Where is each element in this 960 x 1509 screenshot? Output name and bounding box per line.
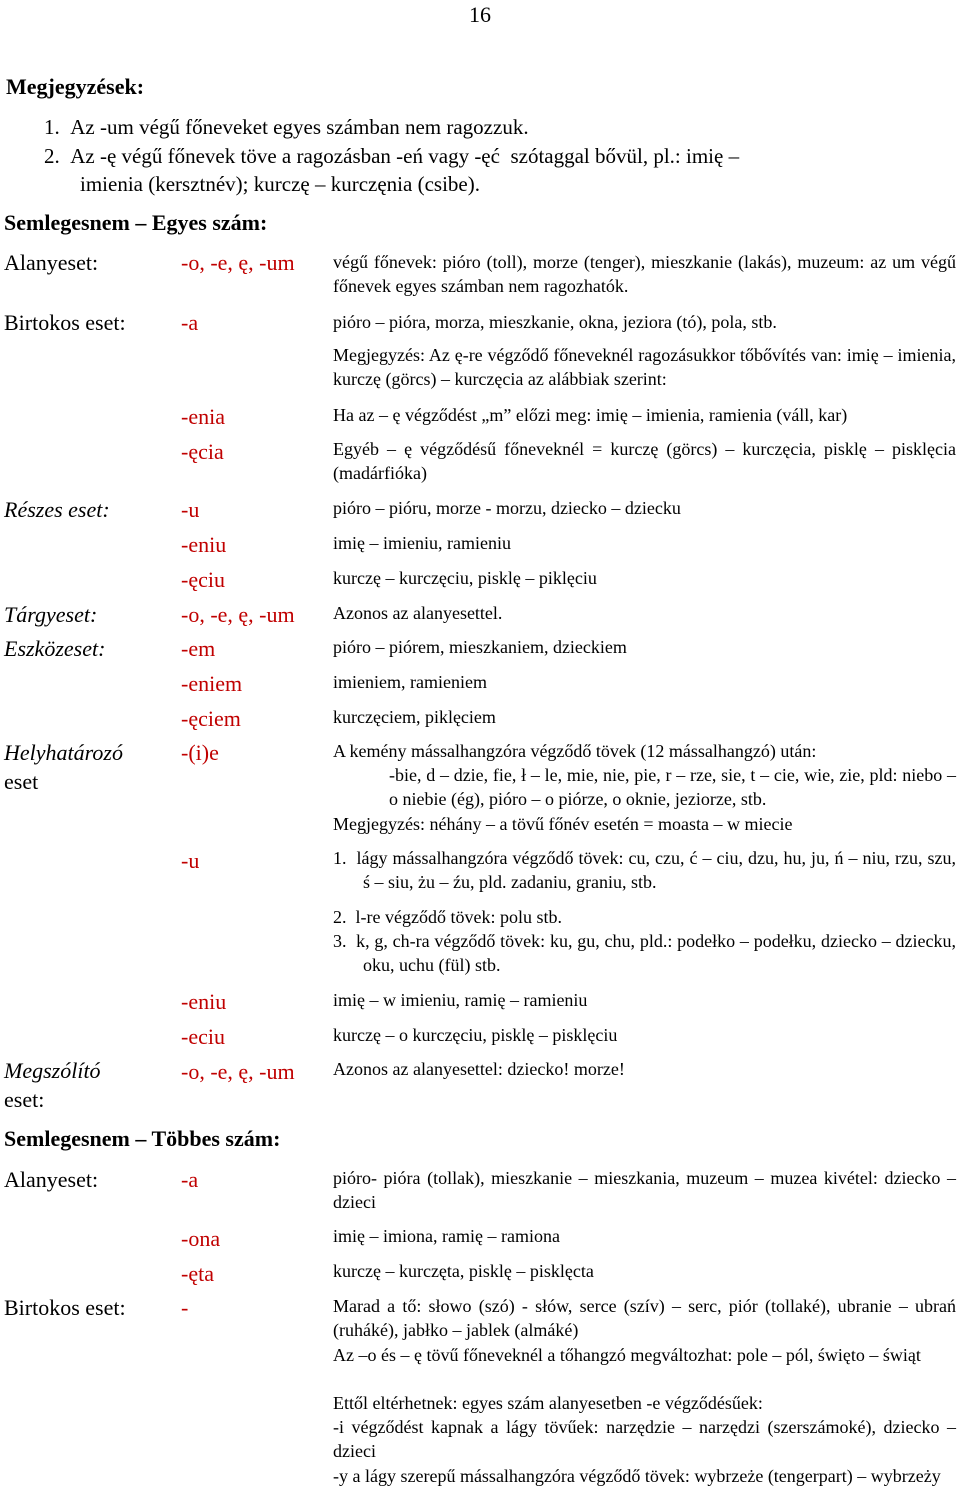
pl-gen-desc-2: Az –o és – ę tövű főneveknél a tőhangzó megváltozhat: pole – pól, święto – świąt [333,1345,921,1365]
sg-loc-suffix-1: -(i)e [181,740,219,765]
sg-gen-label: Birtokos eset: [4,310,126,335]
sg-loc-desc-1c: Megjegyzés: néhány – a tövű főnév esetén = moasta – w miecie [333,814,793,834]
notes-title: Megjegyzések: [6,74,145,99]
sg-dat-suffix-2: -eniu [181,532,227,557]
sg-dat-suffix-1: -u [181,497,200,522]
sg-ins-desc-2: imieniem, ramieniem [333,672,487,692]
page-number: 16 [469,2,491,27]
sg-gen-desc-1: pióro – pióra, morza, mieszkanie, okna, jeziora (tó), pola, stb. [333,312,777,332]
sg-loc-desc-2c: 3. k, g, ch-ra végződő tövek: ku, gu, chu, pld.: podełko – podełku, dziecko – dziecku, oku, uchu (fül) stb. [333,931,956,975]
sg-loc-suffix-3: -eniu [181,989,227,1014]
sg-gen-desc-3: Ha az – ę végződést „m” előzi meg: imię – imienia, ramienia (váll, kar) [333,405,848,425]
sg-ins-suffix-1: -em [181,636,216,661]
sg-nom-desc: végű főnevek: pióro (toll), morze (tenger), mieszkanie (lakás), muzeum: az um végű főnevek egyes számban nem ragozhatók. [333,252,956,296]
sg-loc-desc-4: kurczę – o kurczęciu, pisklę – pisklęciu [333,1025,618,1045]
sg-acc-label: Tárgyeset: [4,602,98,627]
sg-voc-desc: Azonos az alanyesettel: dziecko! morze! [333,1059,625,1079]
sg-gen-suffix-2: -enia [181,404,225,429]
singular-title: Semlegesnem – Egyes szám: [4,210,268,235]
sg-nom-label: Alanyeset: [4,250,99,275]
sg-loc-desc-3: imię – w imieniu, ramię – ramieniu [333,990,588,1010]
pl-nom-desc-2: imię – imiona, ramię – ramiona [333,1226,560,1246]
sg-acc-suffix: -o, -e, ę, -um [181,602,295,627]
sg-ins-suffix-3: -ęciem [181,706,241,731]
sg-dat-suffix-3: -ęciu [181,567,225,592]
sg-dat-desc-2: imię – imieniu, ramieniu [333,533,511,553]
note-item-1: 1. Az -um végű főneveket egyes számban nem ragozzuk. [44,115,529,139]
sg-acc-desc: Azonos az alanyesettel. [333,603,503,623]
sg-loc-label-2: eset [4,769,39,794]
sg-voc-label-1: Megszólító [4,1058,101,1083]
sg-gen-desc-4: Egyéb – ę végződésű főneveknél = kurczę (görcs) – kurczęcia, pisklę – pisklęcia (madárfióka) [333,439,956,483]
sg-loc-desc-1b: -bie, d – dzie, fie, ł – le, mie, nie, pie, r – rze, sie, t – cie, wie, zie, pld: niebo – o niebie (ég), pióro – o piórze, o oknie, jeziorze, stb. [389,765,956,809]
sg-gen-note: Megjegyzés: Az ę-re végződő főneveknél ragozásukkor tőbővítés van: imię – imienia, kurczę (görcs) – kurczęcia az alábbiak szerint: [333,345,956,389]
pl-nom-suffix-2: -ona [181,1226,221,1251]
pl-gen-suffix: - [181,1295,189,1320]
sg-loc-desc-2b: 2. l-re végződő tövek: polu stb. [333,907,562,927]
note-item-2-line-2: imienia (kersztnév); kurczę – kurczęnia (csibe). [80,172,480,196]
pl-gen-label: Birtokos eset: [4,1295,126,1320]
sg-gen-suffix-3: -ęcia [181,439,224,464]
sg-dat-desc-1: pióro – pióru, morze - morzu, dziecko – dziecku [333,498,681,518]
pl-gen-desc-1: Marad a tő: słowo (szó) - słów, serce (szív) – serc, piór (tollaké), ubranie – ubrań (ruháké), jabłko – jablek (almáké) [333,1296,956,1340]
pl-nom-label: Alanyeset: [4,1167,99,1192]
plural-title: Semlegesnem – Többes szám: [4,1126,281,1151]
pl-gen-desc-3: Ettől eltérhetnek: egyes szám alanyesetben -e végződésűek: [333,1393,763,1413]
sg-ins-desc-3: kurczęciem, piklęciem [333,707,496,727]
sg-loc-desc-2a: 1. lágy mássalhangzóra végződő tövek: cu, czu, ć – ciu, dzu, hu, ju, ń – niu, rzu, szu, ś – siu, żu – źu, pld. zadaniu, graniu, stb. [333,848,956,892]
sg-gen-suffix: -a [181,310,199,335]
sg-loc-suffix-2: -u [181,848,200,873]
sg-loc-desc-1a: A kemény mássalhangzóra végződő tövek (12 mássalhangzó) után: [333,741,817,761]
note-item-2-line-1: 2. Az -ę végű főnevek töve a ragozásban -eń vagy -ęć szótaggal bővül, pl.: imię – [44,144,740,168]
sg-dat-desc-3: kurczę – kurczęciu, pisklę – piklęciu [333,568,597,588]
pl-nom-desc-1: pióro- pióra (tollak), mieszkanie – mieszkania, muzeum – muzea kivétel: dziecko – dzieci [333,1168,956,1212]
sg-nom-suffix: -o, -e, ę, -um [181,250,295,275]
pl-nom-suffix-3: -ęta [181,1261,214,1286]
sg-dat-label: Részes eset: [4,497,110,522]
pl-nom-desc-3: kurczę – kurczęta, pisklę – pisklęcta [333,1261,594,1281]
sg-ins-desc-1: pióro – piórem, mieszkaniem, dzieckiem [333,637,627,657]
sg-loc-label-1: Helyhatározó [4,740,123,765]
sg-loc-suffix-4: -eciu [181,1024,225,1049]
pl-nom-suffix-1: -a [181,1167,199,1192]
sg-ins-label: Eszközeset: [4,636,106,661]
sg-voc-suffix: -o, -e, ę, -um [181,1059,295,1084]
pl-gen-desc-4: -i végződést kapnak a lágy tövűek: narzędzie – narzędzi (szerszámoké), dziecko – dzieci [333,1417,956,1461]
pl-gen-desc-5: -y a lágy szerepű mássalhangzóra végződő tövek: wybrzeże (tengerpart) – wybrzeży [333,1466,941,1486]
sg-ins-suffix-2: -eniem [181,671,243,696]
sg-voc-label-2: eset: [4,1087,45,1112]
